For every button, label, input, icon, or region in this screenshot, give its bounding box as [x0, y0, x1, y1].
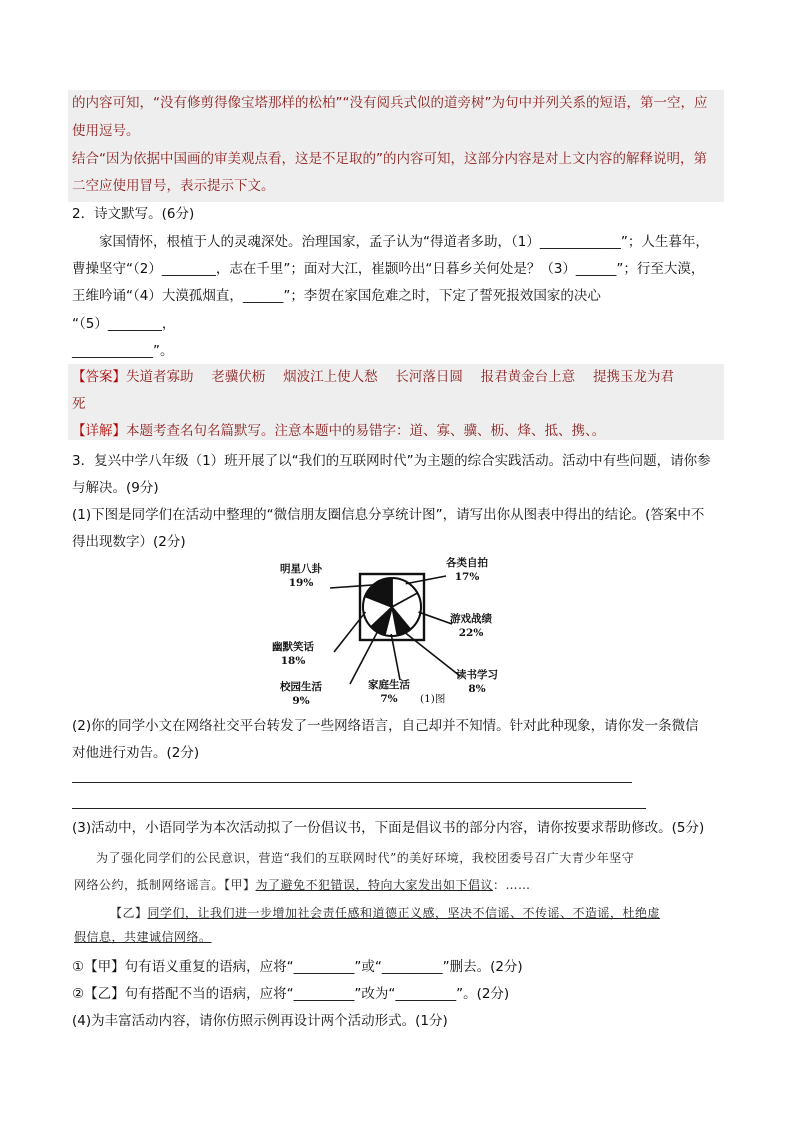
- q3-sub2-line-1: (2)你的同学小文在网络社交平台转发了一些网络语言，自己却并不知情。针对此种现象，请你发一条微信: [72, 718, 699, 734]
- q3-title-line-1: 3．复兴中学八年级（1）班开展了以“我们的互联网时代”为主题的综合实践活动。活动中有些问题，请你参: [72, 453, 711, 469]
- label-family-value: 7%: [380, 693, 398, 705]
- explain-line-4: 二空应使用冒号，表示提示下文。: [72, 178, 275, 194]
- label-game-name: 游戏战绩: [450, 613, 492, 625]
- label-school-value: 9%: [292, 695, 310, 707]
- q3-sub4: (4)为丰富活动内容，请你仿照示例再设计两个活动形式。(1分): [72, 1013, 448, 1029]
- q2-line-2: 曹操坚守“（2）________，志在千里”；面对大江，崔颢吟出“日暮乡关何处是？（3）______”；行至大漠，: [72, 261, 705, 277]
- label-celebrity: [280, 562, 322, 590]
- pie-chart-figure: [262, 556, 532, 706]
- label-family-name: 家庭生活: [368, 679, 410, 691]
- q3-sub3: (3)活动中，小语同学为本次活动拟了一份倡议书，下面是倡议书的部分内容，请你按要求帮助修改。(5分): [72, 820, 705, 836]
- label-humor-value: 18%: [280, 655, 306, 667]
- answer-line-1: [72, 367, 674, 387]
- label-celebrity-value: 19%: [288, 577, 314, 589]
- q2-title: 2．诗文默写。(6分): [72, 206, 195, 222]
- detail-text: 本题考查名句名篇默写。注意本题中的易错字：道、寡、骥、枥、烽、抵、携、。: [126, 423, 606, 439]
- explain-line-3: 结合“因为依据中国画的审美观点看，这是不足取的”的内容可知，这部分内容是对上文内容的解释说明，第: [72, 151, 707, 167]
- q3-sub1-line-1: (1)下图是同学们在活动中整理的“微信朋友圈信息分享统计图”，请写出你从图表中得出的结论。(答案中不: [72, 507, 705, 523]
- label-study-name: 读书学习: [456, 669, 498, 681]
- label-selfie-value: 17%: [454, 571, 480, 583]
- proposal-jia-sentence: 为了避免不犯错误，特向大家发出如下倡议: [255, 878, 494, 892]
- explain-line-2: 使用逗号。: [72, 123, 140, 139]
- answer-tag: 【答案】: [72, 369, 126, 385]
- proposal-yi-sentence: 同学们，让我们进一步增加社会责任感和道德正义感，坚决不信谣、不传谣、不造谣，杜绝虚: [147, 906, 661, 920]
- pie-slices: [363, 578, 421, 636]
- q2-line-5: ____________”。: [72, 343, 174, 359]
- figure-caption: (1)图: [420, 693, 446, 705]
- answer-line-2: 死: [72, 396, 86, 412]
- q3-fix-1: ①【甲】句有语义重复的语病，应将“_________”或“_________”删去。(2分): [72, 959, 523, 975]
- q2-line-3: 王维吟诵“（4）大漠孤烟直，______”；李贺在家国危难之时，下定了誓死报效国家的决心: [72, 288, 601, 304]
- label-study-value: 8%: [468, 683, 486, 695]
- detail-line: [72, 421, 605, 441]
- proposal-line-2-c: ：……: [493, 878, 531, 892]
- answer-line-blank-1[interactable]: [72, 782, 632, 783]
- q3-sub2-line-2: 对他进行劝告。(2分): [72, 745, 200, 761]
- label-family: [368, 678, 410, 706]
- q2-line-4: “（5）________，: [72, 316, 176, 332]
- proposal-line-3: [110, 904, 660, 921]
- proposal-line-3-a: 【乙】: [110, 906, 148, 920]
- detail-tag: 【详解】: [72, 423, 126, 439]
- label-humor: [272, 640, 314, 668]
- label-school: [280, 680, 322, 708]
- label-game: [450, 612, 492, 640]
- proposal-line-2-a: 网络公约，抵制网络谣言。【甲】: [74, 878, 256, 892]
- q3-fix-2: ②【乙】句有搭配不当的语病，应将“_________”改为“_________”。(2分): [72, 986, 510, 1002]
- proposal-line-1: 为了强化同学们的公民意识，营造“我们的互联网时代”的美好环境，我校团委号召广大青少年坚守: [96, 851, 635, 865]
- label-game-value: 22%: [458, 627, 484, 639]
- proposal-line-4: 假信息，共建诚信网络。: [74, 930, 212, 944]
- label-celebrity-name: 明星八卦: [280, 563, 322, 575]
- q3-title-line-2: 与解决。(9分): [72, 480, 159, 496]
- label-selfie: [446, 556, 488, 584]
- proposal-line-2: [74, 876, 531, 893]
- answer-line-blank-2[interactable]: [72, 808, 646, 809]
- answer-text: 失道者寡助 老骥伏枥 烟波江上使人愁 长河落日圆 报君黄金台上意 提携玉龙为君: [126, 369, 674, 385]
- q3-sub1-line-2: 得出现数字）(2分): [72, 534, 186, 550]
- label-school-name: 校园生活: [280, 681, 322, 693]
- label-humor-name: 幽默笑话: [272, 641, 314, 653]
- label-study: [456, 668, 498, 696]
- explain-line-1: 的内容可知，“没有修剪得像宝塔那样的松柏”“没有阅兵式似的道旁树”为句中并列关系的短语，第一空，应: [72, 95, 708, 111]
- label-selfie-name: 各类自拍: [446, 557, 488, 569]
- q2-line-1: 家国情怀，根植于人的灵魂深处。治理国家，孟子认为“得道者多助，（1）____________”；人生暮年，: [99, 234, 709, 250]
